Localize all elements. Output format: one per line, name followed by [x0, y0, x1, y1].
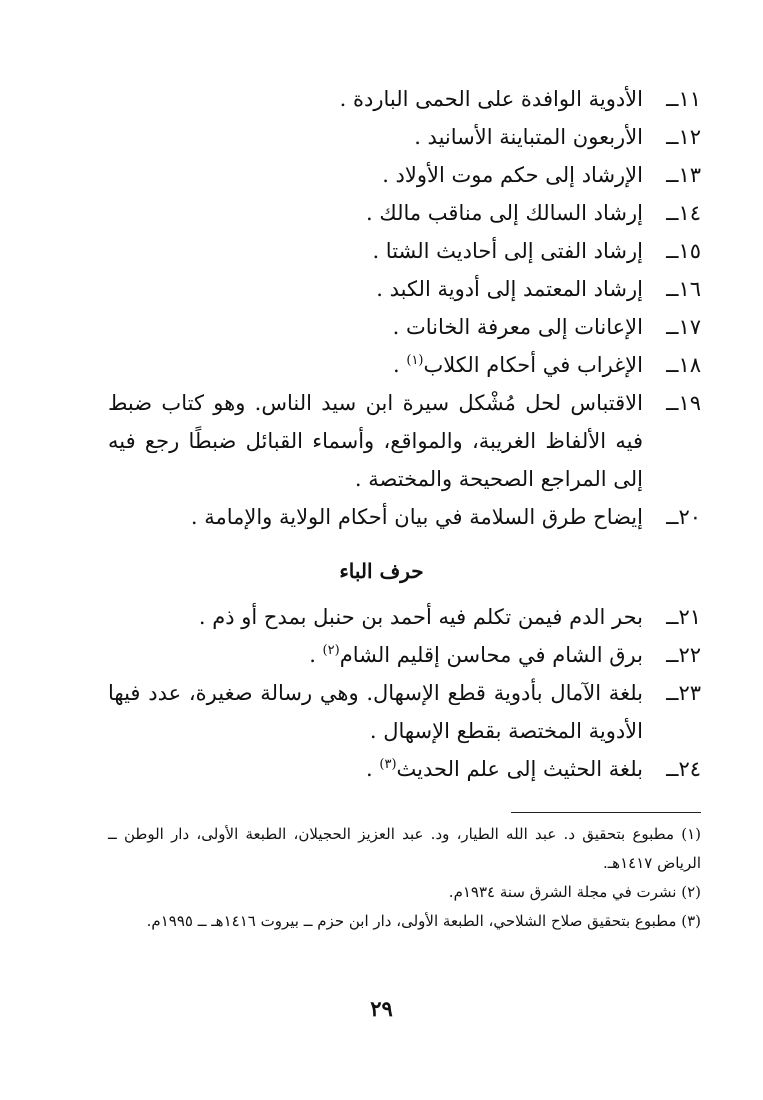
list-item	[108, 80, 701, 118]
item-title: إيضاح طرق السلامة في بيان أحكام الولاية والإمامة .	[190, 505, 643, 529]
item-number: ٢٣ــ	[666, 681, 701, 705]
footnote: (١) مطبوع بتحقيق د. عبد الله الطيار، ود. عبد العزيز الحجيلان، الطبعة الأولى، دار الوطن ــ الرياض ١٤١٧هـ.	[108, 825, 702, 872]
list-item	[108, 156, 701, 194]
footnote-divider	[511, 812, 701, 813]
item-title	[108, 750, 643, 788]
item-number: ١٤ــ	[666, 201, 701, 225]
item-number: ١٧ــ	[666, 315, 701, 339]
item-title	[108, 346, 643, 384]
item-number: ٢٠ــ	[666, 505, 701, 529]
item-title-end: .	[309, 643, 323, 667]
footnotes	[108, 820, 701, 936]
item-title: الاقتباس لحل مُشْكل سيرة ابن سيد الناس. وهو كتاب ضبط فيه الألفاظ الغريبة، والمواقع، وأسماء القبائل ضبطًا رجع فيه إلى المراجع الصحيحة والمختصة .	[108, 391, 643, 491]
item-title: الإرشاد إلى حكم موت الأولاد .	[382, 163, 643, 187]
footnote: (٣) مطبوع بتحقيق صلاح الشلاحي، الطبعة الأولى، دار ابن حزم ــ بيروت ١٤١٦هـ ــ ١٩٩٥م.	[146, 912, 701, 930]
list-item	[108, 194, 701, 232]
list-item	[108, 674, 701, 750]
item-number: ٢٢ــ	[666, 643, 701, 667]
item-title: الأربعون المتباينة الأسانيد .	[414, 125, 643, 149]
item-title-end: .	[366, 757, 380, 781]
item-number: ١٦ــ	[666, 277, 701, 301]
footnote-marker[interactable]: (١)	[406, 353, 424, 368]
item-number: ١١ــ	[666, 87, 701, 111]
item-title-text: بلغة الحثيث إلى علم الحديث	[396, 757, 643, 781]
list-item	[108, 498, 701, 536]
entry-list-alif	[108, 80, 701, 536]
item-title-text: الإغراب في أحكام الكلاب	[423, 353, 643, 377]
item-title-end: .	[393, 353, 407, 377]
list-item	[108, 384, 701, 498]
item-number: ١٢ــ	[666, 125, 701, 149]
entry-list-ba	[108, 598, 701, 788]
item-title: الإعانات إلى معرفة الخانات .	[392, 315, 643, 339]
item-title: إرشاد الفتى إلى أحاديث الشتا .	[372, 239, 643, 263]
list-item	[108, 308, 701, 346]
item-number: ١٨ــ	[666, 353, 701, 377]
list-item	[108, 636, 701, 674]
list-item	[108, 346, 701, 384]
item-number: ١٩ــ	[666, 391, 701, 415]
item-number: ١٣ــ	[666, 163, 701, 187]
item-title-text: برق الشام في محاسن إقليم الشام	[339, 643, 643, 667]
list-item	[108, 598, 701, 636]
item-number: ١٥ــ	[666, 239, 701, 263]
footnote: (٢) نشرت في مجلة الشرق سنة ١٩٣٤م.	[448, 883, 701, 901]
item-title: إرشاد السالك إلى مناقب مالك .	[366, 201, 643, 225]
item-title: الأدوية الوافدة على الحمى الباردة .	[339, 87, 643, 111]
item-number: ٢٤ــ	[666, 757, 701, 781]
section-heading: حرف الباء	[339, 559, 424, 583]
item-title: بحر الدم فيمن تكلم فيه أحمد بن حنبل بمدح أو ذم .	[198, 605, 643, 629]
item-title: إرشاد المعتمد إلى أدوية الكبد .	[376, 277, 643, 301]
list-item	[108, 750, 701, 788]
item-title	[108, 636, 643, 674]
footnote-marker[interactable]: (٢)	[322, 643, 340, 658]
list-item	[108, 270, 701, 308]
item-title: بلغة الآمال بأدوية قطع الإسهال. وهي رسالة صغيرة، عدد فيها الأدوية المختصة بقطع الإسهال .	[108, 681, 643, 743]
footnote-marker[interactable]: (٣)	[379, 757, 397, 772]
page-number: ٢٩	[370, 996, 393, 1021]
item-number: ٢١ــ	[666, 605, 701, 629]
list-item	[108, 232, 701, 270]
list-item	[108, 118, 701, 156]
